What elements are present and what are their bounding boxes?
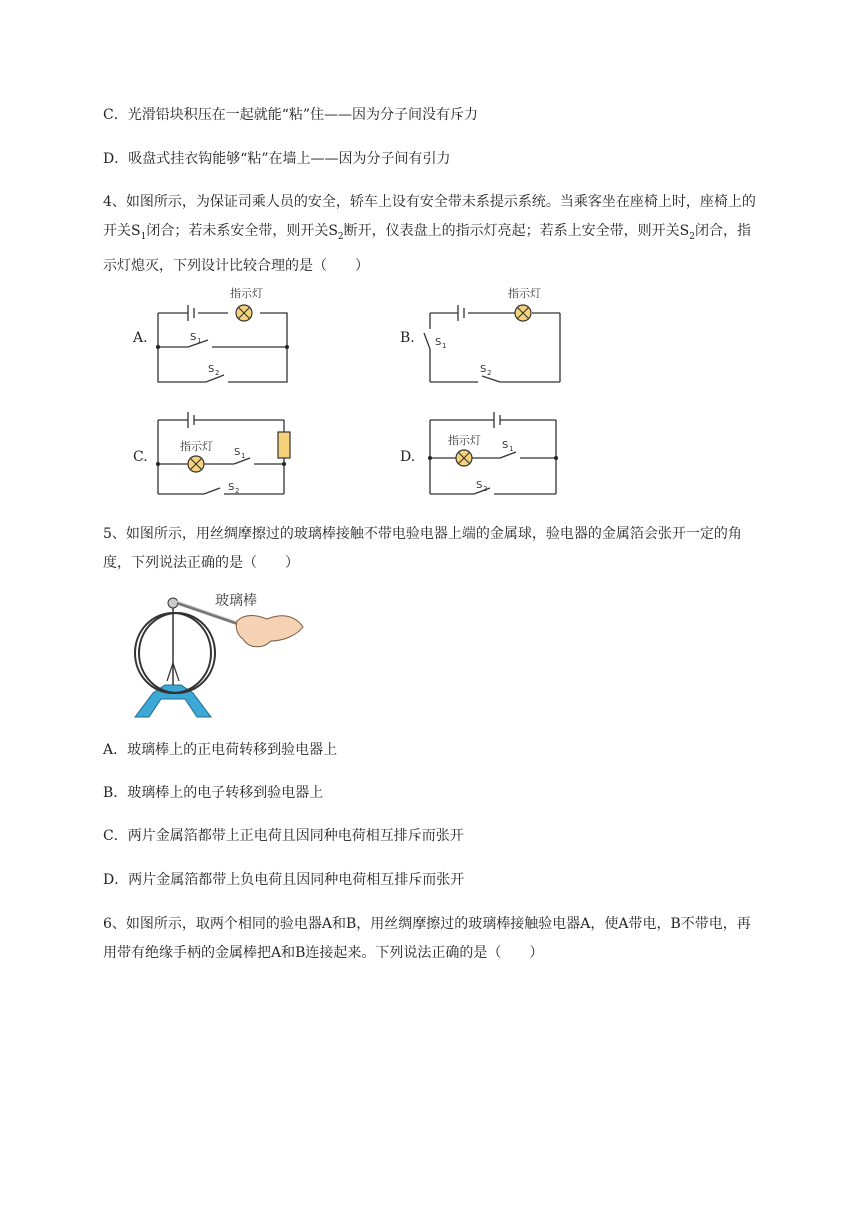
q4-option-a-label: A.	[133, 330, 148, 346]
q6-stem: 6、如图所示，取两个相同的验电器A和B，用丝绸摩擦过的玻璃棒接触验电器A，使A带电，B不带电，再用带有绝缘手柄的金属棒把A和B连接起来。下列说法正确的是（ ）	[103, 916, 751, 961]
circuit-diagram-a	[150, 285, 300, 385]
circuit-diagram-d	[420, 410, 570, 500]
q5-option-b: B．玻璃棒上的电子转移到验电器上	[103, 785, 324, 801]
q5-option-c: C．两片金属箔都带上正电荷且因同种电荷相互排斥而张开	[103, 828, 464, 844]
switch-s1-subscript: 1	[509, 445, 514, 453]
glass-rod-label: 玻璃棒	[215, 593, 257, 609]
switch-s2-subscript: 2	[235, 487, 240, 495]
switch-s1-label: S	[435, 337, 442, 348]
switch-s1-label: S	[190, 332, 197, 343]
q4-option-b-label: B.	[400, 330, 415, 346]
switch-s1-subscript: 1	[197, 337, 202, 345]
q5-option-d: D．两片金属箔都带上负电荷且因同种电荷相互排斥而张开	[103, 872, 465, 888]
q5-option-a: A．玻璃棒上的正电荷转移到验电器上	[103, 742, 338, 758]
lamp-label: 指示灯	[508, 287, 541, 300]
switch-s1-subscript: 1	[442, 342, 447, 350]
electroscope-illustration	[125, 585, 315, 720]
q4-stem: 4、如图所示，为保证司乘人员的安全，轿车上设有安全带未系提示系统。当乘客坐在座椅上时，座椅上的开关$S_1$闭合；若未系安全带，则开关$S_2$断开，仪表盘上的指示灯亮起；若系上安全带，则开关$S_2$闭合，指示灯熄灭，下列设计比较合理的是（ ）	[103, 194, 756, 274]
q4-option-d-label: D.	[400, 449, 416, 465]
lamp-label: 指示灯	[448, 434, 481, 447]
switch-s2-label: S	[480, 364, 487, 375]
switch-s1-label: S	[502, 440, 509, 451]
lamp-label: 指示灯	[180, 440, 213, 453]
switch-s2-subscript: 2	[487, 369, 492, 377]
switch-s2-label: S	[228, 482, 235, 493]
q4-option-c-label: C.	[133, 449, 148, 465]
switch-s2-label: S	[476, 480, 483, 491]
switch-s2-subscript: 2	[215, 369, 220, 377]
q3-option-c: C．光滑铅块积压在一起就能“粘”住——因为分子间没有斥力	[103, 107, 479, 123]
circuit-diagram-c	[150, 410, 300, 500]
q3-option-d: D．吸盘式挂衣钩能够“粘”在墙上——因为分子间有引力	[103, 151, 451, 167]
switch-s1-subscript: 1	[241, 452, 246, 460]
switch-s2-label: S	[208, 364, 215, 375]
lamp-label: 指示灯	[230, 287, 263, 300]
switch-s1-label: S	[234, 447, 241, 458]
q5-stem: 5、如图所示，用丝绸摩擦过的玻璃棒接触不带电验电器上端的金属球，验电器的金属箔会张开一定的角度，下列说法正确的是（ ）	[103, 526, 742, 571]
circuit-diagram-b	[420, 285, 570, 385]
switch-s2-subscript: 2	[483, 485, 488, 493]
